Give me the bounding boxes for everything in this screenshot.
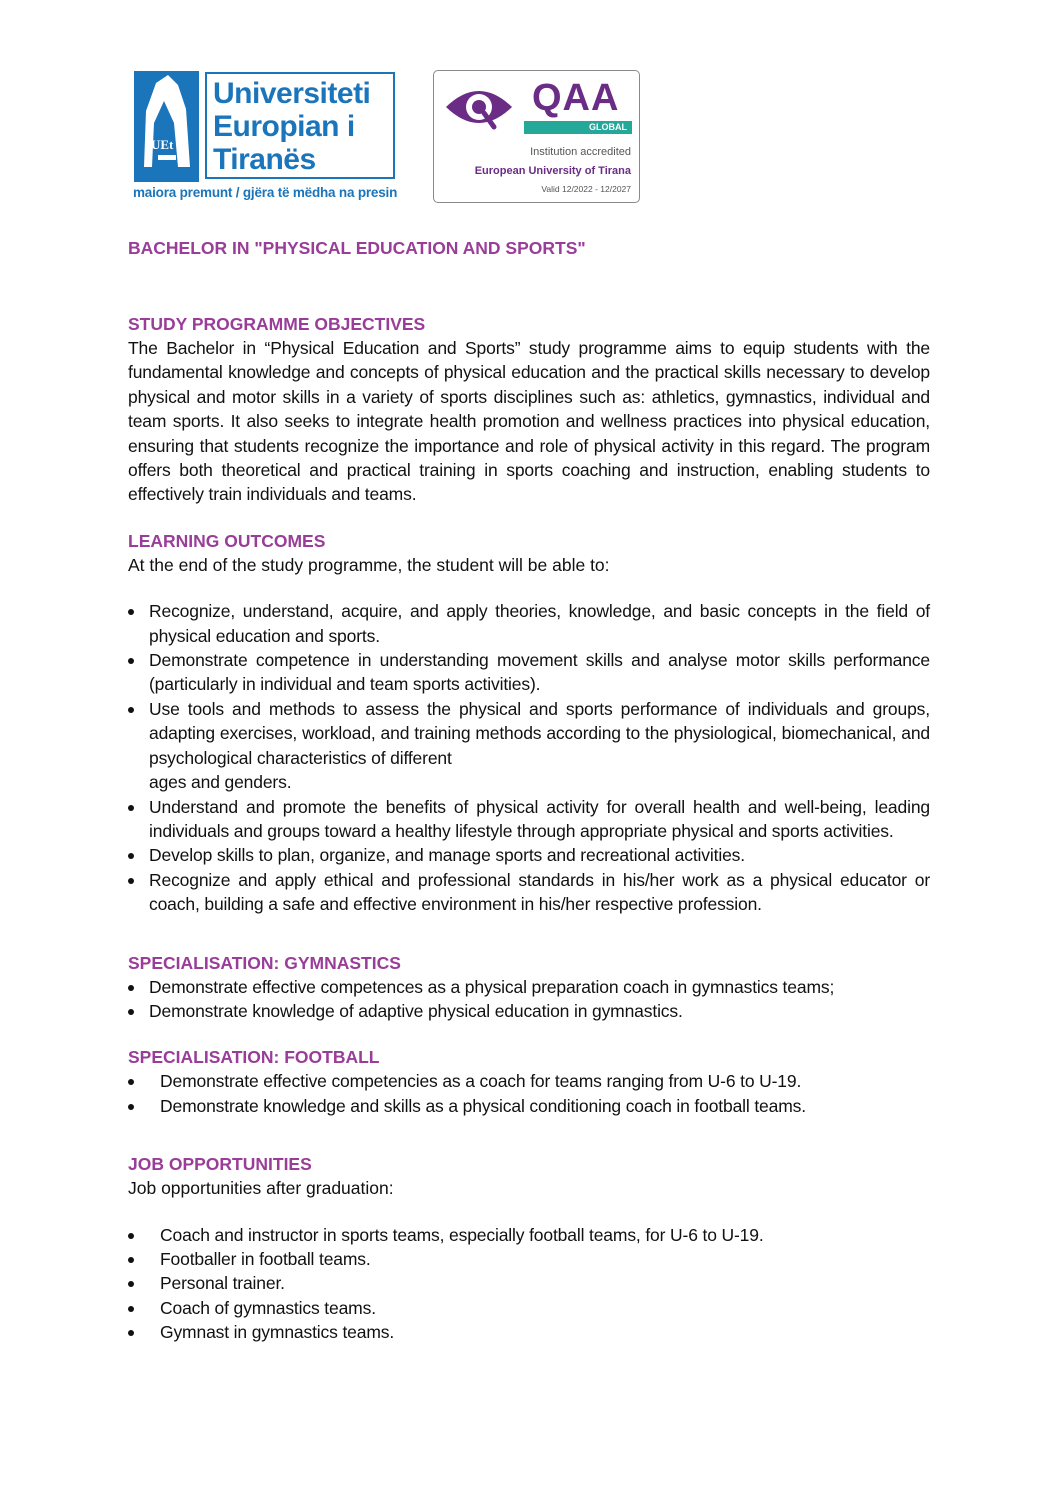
bullet-icon: [128, 1281, 134, 1287]
list-item: Use tools and methods to assess the physical and sports performance of individuals and groups, adapting exercises, workload, and training methods according to the physiological, biomechanical, and psychological characteristics of different: [128, 697, 930, 770]
bullet-icon: [128, 1233, 134, 1239]
bullet-icon: [128, 1306, 134, 1312]
learning-outcomes-intro: At the end of the study programme, the student will be able to:: [128, 554, 610, 575]
bullet-icon: [128, 878, 134, 884]
list-item: Demonstrate knowledge and skills as a physical conditioning coach in football teams.: [128, 1094, 930, 1118]
university-name-line-3: Tiranës: [213, 143, 316, 176]
document-body: [128, 236, 930, 1345]
list-item: Demonstrate knowledge of adaptive physical education in gymnastics.: [128, 999, 930, 1023]
bullet-icon: [128, 853, 134, 859]
list-item: Recognize and apply ethical and professional standards in his/her work as a physical educator or coach, building a safe and effective environment in his/her respective profession.: [128, 868, 930, 917]
bullet-icon: [128, 1330, 134, 1336]
learning-outcomes-heading: LEARNING OUTCOMES: [128, 530, 326, 551]
bullet-icon: [128, 1079, 134, 1085]
list-item: Demonstrate effective competences as a physical preparation coach in gymnastics teams;: [128, 975, 930, 999]
qaa-eye-icon: [444, 81, 514, 131]
list-item: Coach and instructor in sports teams, especially football teams, for U-6 to U-19.: [128, 1223, 930, 1247]
bullet-icon: [128, 1009, 134, 1015]
qaa-global-label: GLOBAL: [589, 122, 627, 132]
list-item: Personal trainer.: [128, 1271, 930, 1295]
bullet-icon: [128, 1104, 134, 1110]
qaa-institution-name: European University of Tirana: [474, 165, 631, 177]
bullet-icon: [128, 707, 134, 713]
qaa-accredited-label: Institution accredited: [530, 146, 631, 158]
objectives-heading: STUDY PROGRAMME OBJECTIVES: [128, 314, 426, 334]
list-item: Develop skills to plan, organize, and manage sports and recreational activities.: [128, 843, 930, 867]
university-logo: [133, 70, 399, 204]
jobs-list: [128, 1223, 930, 1345]
qaa-accreditation-badge: [433, 70, 640, 203]
list-item: Recognize, understand, acquire, and apply theories, knowledge, and basic concepts in the field of physical education and sports.: [128, 599, 930, 648]
list-item-continuation: ages and genders.: [149, 772, 292, 793]
gymnastics-heading: SPECIALISATION: GYMNASTICS: [128, 952, 401, 973]
university-motto: maiora premunt / gjëra të mëdha na presin: [133, 185, 398, 200]
jobs-intro: Job opportunities after graduation:: [128, 1178, 394, 1199]
football-heading: SPECIALISATION: FOOTBALL: [128, 1047, 380, 1068]
list-item: Gymnast in gymnastics teams.: [128, 1320, 930, 1344]
list-item: Footballer in football teams.: [128, 1247, 930, 1271]
bullet-icon: [128, 658, 134, 664]
qaa-validity: Valid 12/2022 - 12/2027: [541, 184, 631, 194]
document-title: BACHELOR IN "PHYSICAL EDUCATION AND SPORTS": [128, 238, 586, 258]
list-item: Demonstrate competence in understanding movement skills and analyse motor skills performance (particularly in individual and team sports activities).: [128, 648, 930, 697]
qaa-wordmark: QAA: [532, 77, 620, 119]
university-name: [205, 72, 395, 179]
bullet-icon: [128, 609, 134, 615]
learning-outcomes-list: [128, 599, 930, 916]
university-name-line-1: Universiteti: [213, 77, 371, 110]
bullet-icon: [128, 985, 134, 991]
bullet-icon: [128, 805, 134, 811]
university-emblem-icon: [134, 71, 199, 182]
list-item: Demonstrate effective competencies as a coach for teams ranging from U-6 to U-19.: [128, 1069, 930, 1093]
list-item: Coach of gymnastics teams.: [128, 1296, 930, 1320]
list-item: Understand and promote the benefits of physical activity for overall health and well-being, leading individuals and groups toward a healthy lifestyle through appropriate physical and sports activities.: [128, 795, 930, 844]
objectives-text: The Bachelor in “Physical Education and Sports” study programme aims to equip students with the fundamental knowledge and concepts of physical education and the practical skills necessary to develop physical and motor skills in a variety of sports disciplines such as: athletics, gymnastics, individual and team sports. It also seeks to integrate health promotion and wellness practices into physical education, ensuring that students recognize the importance and role of physical activity in this regard. The program offers both theoretical and practical training in sports coaching and instruction, enabling students to effectively train individuals and teams.: [128, 338, 930, 505]
football-list: [128, 1069, 930, 1118]
jobs-heading: JOB OPPORTUNITIES: [128, 1154, 312, 1175]
gymnastics-list: [128, 975, 930, 1024]
university-name-line-2: Europian i: [213, 110, 355, 143]
bullet-icon: [128, 1257, 134, 1263]
svg-text:UEt: UEt: [151, 137, 174, 152]
